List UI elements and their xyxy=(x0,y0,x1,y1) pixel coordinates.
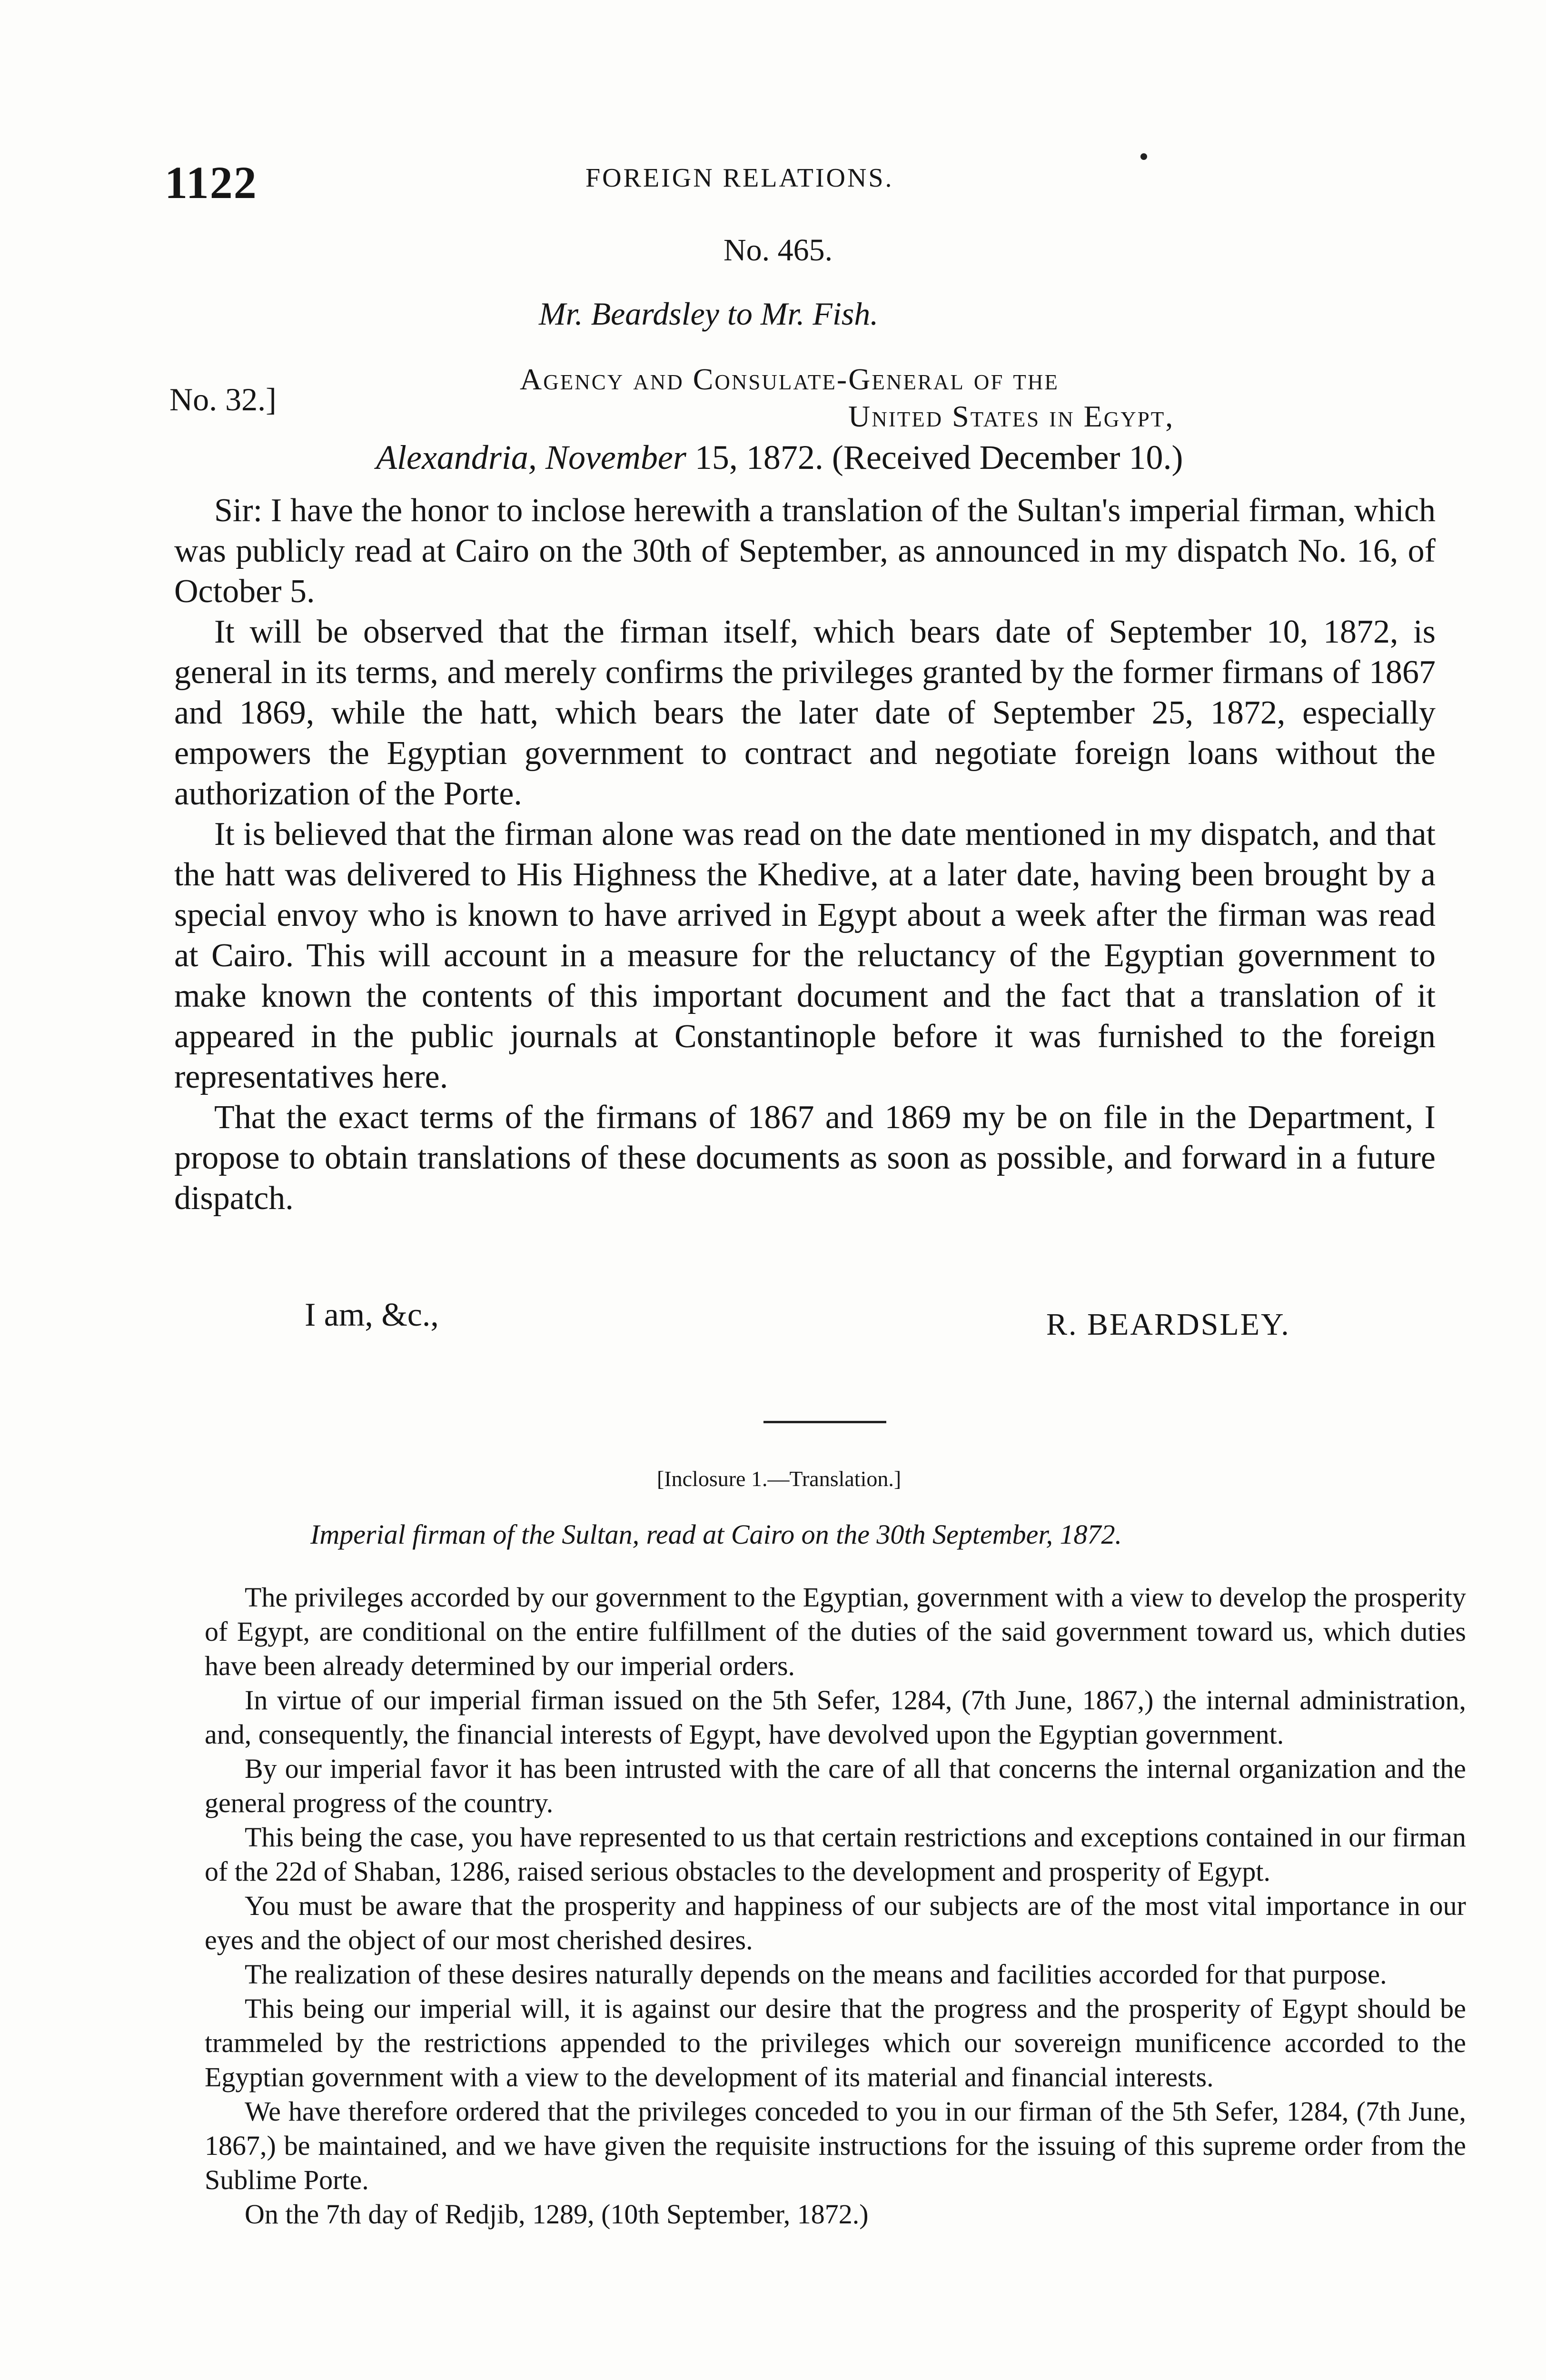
inclosure-paragraph: By our imperial favor it has been intrusted with the care of all that concerns the internal organization and the general progress of the country. xyxy=(205,1753,1466,1818)
letter-paragraph: It will be observed that the firman itself, which bears date of September 10, 1872, is general in its terms, and merely confirms the privileges granted by the former firmans of 1867 and 1869, while the hatt, which bears the later date of September 25, 1872, especially empowers the Egyptian government to contract and negotiate foreign loans without the authorization of the Porte. xyxy=(174,614,1436,812)
document-title: Mr. Beardsley to Mr. Fish. xyxy=(539,296,879,332)
inclosure-title: Imperial firman of the Sultan, read at Cairo on the 30th September, 1872. xyxy=(310,1519,1122,1550)
divider-rule xyxy=(763,1421,886,1423)
document-number: No. 465. xyxy=(723,233,833,268)
place-date xyxy=(376,438,1183,477)
dispatch-number: No. 32.] xyxy=(169,381,277,417)
page-number: 1122 xyxy=(165,157,258,208)
inclosure-paragraph: This being the case, you have represented to us that certain restrictions and exceptions contained in our firman of the 22d of Shaban, 1286, raised serious obstacles to the development and prosperity of Egypt. xyxy=(205,1822,1466,1887)
place: Alexandria, November xyxy=(376,438,686,476)
running-head: FOREIGN RELATIONS. xyxy=(585,163,894,193)
inclosure-paragraph: On the 7th day of Redjib, 1289, (10th September, 1872.) xyxy=(245,2199,869,2230)
date: 15, 1872. (Received December 10.) xyxy=(694,438,1183,476)
closing: I am, &c., xyxy=(305,1297,439,1333)
letter-paragraph: Sir: I have the honor to inclose herewith a translation of the Sultan's imperial firman, which was publicly read at Cairo on the 30th of September, as announced in my dispatch No. 16, of October 5. xyxy=(174,492,1436,610)
heading-line-1: Agency and Consulate-General of the xyxy=(520,362,1059,396)
stray-ink-mark xyxy=(1140,153,1147,160)
inclosure-paragraph: You must be aware that the prosperity and happiness of our subjects are of the most vital importance in our eyes and the object of our most cherished desires. xyxy=(205,1890,1466,1955)
inclosure-label: [Inclosure 1.—Translation.] xyxy=(657,1467,902,1491)
letter-body xyxy=(174,490,1436,1219)
inclosure-paragraph: The realization of these desires naturally depends on the means and facilities accorded for that purpose. xyxy=(245,1959,1387,1990)
inclosure-body xyxy=(205,1580,1466,2231)
signature: R. BEARDSLEY. xyxy=(1046,1307,1290,1342)
letter-paragraph: That the exact terms of the firmans of 1867 and 1869 my be on file in the Department, I propose to obtain translations of these documents as soon as possible, and forward in a future dispatch. xyxy=(174,1099,1436,1217)
inclosure-paragraph: This being our imperial will, it is against our desire that the progress and the prosperity of Egypt should be trammeled by the restrictions appended to the privileges which our sovereign munificence accorded to the Egyptian government with a view to the development of its material and financial interests. xyxy=(205,1993,1466,2092)
inclosure-paragraph: In virtue of our imperial firman issued on the 5th Sefer, 1284, (7th June, 1867,) the internal administration, and, consequently, the financial interests of Egypt, have devolved upon the Egyptian government. xyxy=(205,1685,1466,1750)
heading-line-2: United States in Egypt, xyxy=(848,399,1175,433)
inclosure-paragraph: The privileges accorded by our government to the Egyptian, government with a view to develop the prosperity of Egypt, are conditional on the entire fulfillment of the duties of the said government toward us, which duties have been already determined by our imperial orders. xyxy=(205,1582,1466,1681)
inclosure-paragraph: We have therefore ordered that the privileges conceded to you in our firman of the 5th Sefer, 1284, (7th June, 1867,) be maintained, and we have given the requisite instructions for the issuing of this supreme order from the Sublime Porte. xyxy=(205,2096,1466,2195)
letter-paragraph: It is believed that the firman alone was read on the date mentioned in my dispatch, and that the hatt was delivered to His Highness the Khedive, at a later date, having been brought by a special envoy who is known to have arrived in Egypt about a week after the firman was read at Cairo. This will account in a measure for the reluctancy of the Egyptian government to make known the contents of this important document and the fact that a translation of it appeared in the public journals at Constantinople before it was furnished to the foreign representatives here. xyxy=(174,816,1436,1095)
